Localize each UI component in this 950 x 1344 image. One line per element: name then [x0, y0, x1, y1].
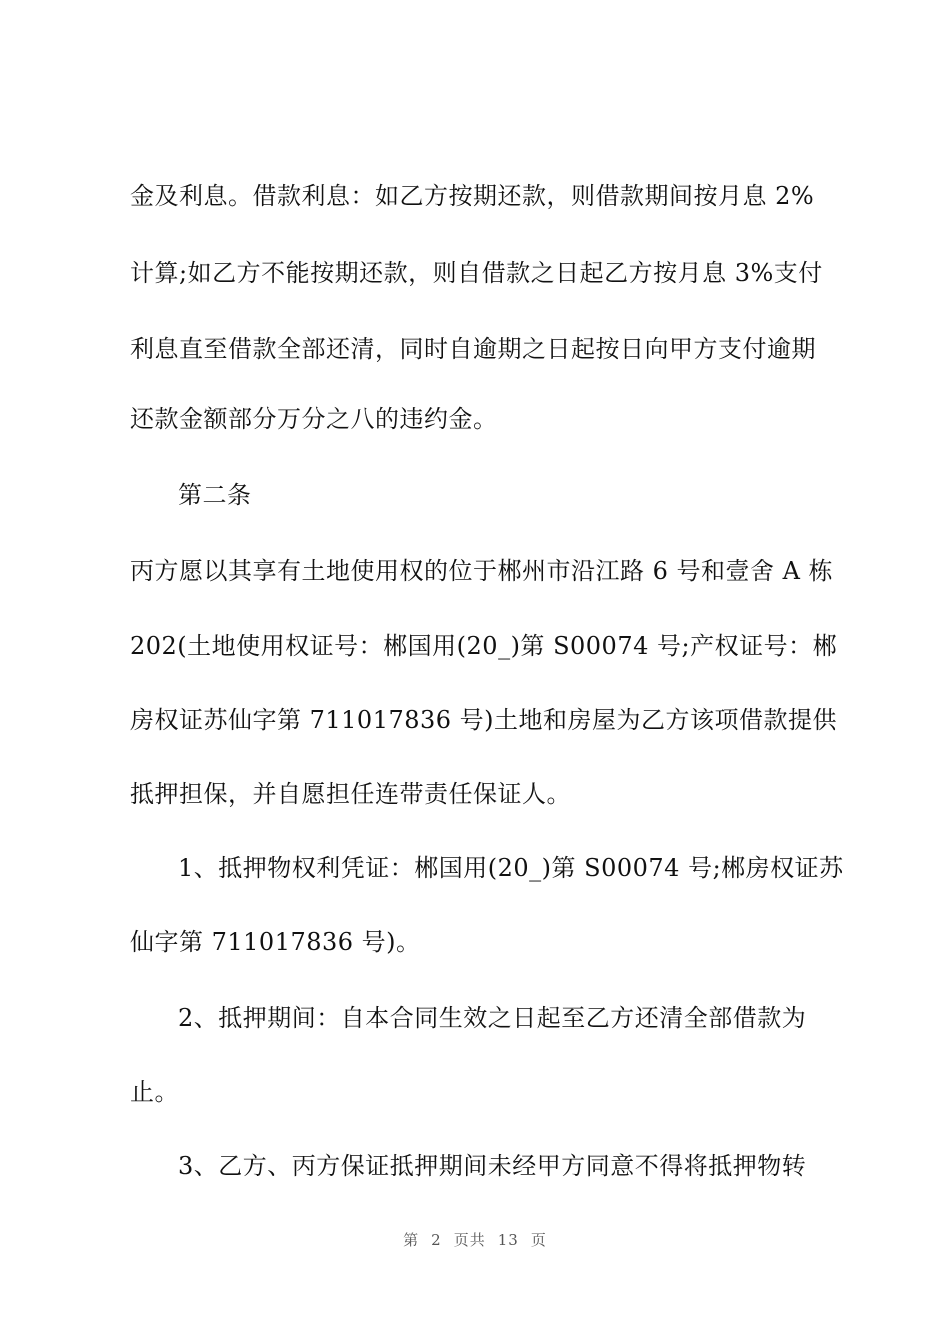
- page-number: 2: [431, 1231, 442, 1249]
- page-footer: [0, 1229, 950, 1250]
- footer-suffix: 页: [530, 1231, 547, 1249]
- text-line: 房权证苏仙字第 711017836 号)土地和房屋为乙方该项借款提供: [130, 706, 838, 734]
- article-heading: 第二条: [178, 481, 252, 509]
- total-pages: 13: [497, 1231, 519, 1249]
- footer-middle: 页共: [453, 1231, 486, 1249]
- text-line: 丙方愿以其享有土地使用权的位于郴州市沿江路 6 号和壹舍 A 栋: [130, 557, 834, 585]
- footer-prefix: 第: [403, 1231, 420, 1249]
- text-line: 计算;如乙方不能按期还款，则自借款之日起乙方按月息 3%支付: [130, 259, 823, 287]
- list-item: 2、抵押期间：自本合同生效之日起至乙方还清全部借款为: [178, 1004, 807, 1032]
- text-line: 利息直至借款全部还清，同时自逾期之日起按日向甲方支付逾期: [130, 335, 816, 363]
- text-line: 金及利息。借款利息：如乙方按期还款，则借款期间按月息 2%: [130, 182, 815, 210]
- text-line: 仙字第 711017836 号)。: [130, 928, 421, 956]
- list-item: 1、抵押物权利凭证：郴国用(20_)第 S00074 号;郴房权证苏: [178, 854, 844, 882]
- text-line: 抵押担保，并自愿担任连带责任保证人。: [130, 780, 571, 808]
- text-line: 202(土地使用权证号：郴国用(20_)第 S00074 号;产权证号：郴: [130, 632, 838, 660]
- text-line: 止。: [130, 1078, 179, 1106]
- text-line: 还款金额部分万分之八的违约金。: [130, 405, 498, 433]
- list-item: 3、乙方、丙方保证抵押期间未经甲方同意不得将抵押物转: [178, 1152, 807, 1180]
